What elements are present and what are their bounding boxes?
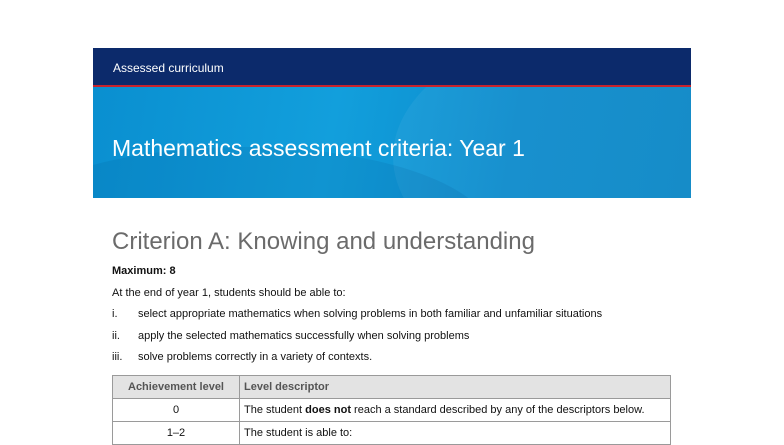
descriptor-text: The student is able to:	[244, 427, 353, 439]
table-header-row	[113, 376, 671, 399]
intro-text: At the end of year 1, students should be able to:	[112, 287, 346, 299]
objective-number: ii.	[112, 330, 120, 342]
section-label: Assessed curriculum	[113, 61, 224, 75]
criterion-heading: Criterion A: Knowing and understanding	[112, 228, 535, 255]
descriptor-cell	[240, 399, 671, 422]
descriptor-emphasis: does not	[305, 404, 351, 416]
achievement-table	[112, 375, 671, 445]
objective-number: iii.	[112, 351, 123, 363]
objective-text: solve problems correctly in a variety of contexts.	[138, 351, 373, 363]
column-header-descriptor: Level descriptor	[240, 376, 671, 399]
table-row	[113, 399, 671, 422]
table-row	[113, 422, 671, 445]
objective-number: i.	[112, 308, 118, 320]
column-header-level: Achievement level	[113, 376, 240, 399]
level-cell: 1–2	[113, 422, 240, 445]
descriptor-text: The student	[244, 404, 306, 416]
level-cell: 0	[113, 399, 240, 422]
descriptor-cell	[240, 422, 671, 445]
page-title: Mathematics assessment criteria: Year 1	[112, 135, 525, 161]
title-banner	[93, 87, 691, 198]
maximum-label: Maximum: 8	[112, 265, 176, 277]
objective-text: select appropriate mathematics when solving problems in both familiar and unfamiliar situations	[138, 308, 603, 320]
objective-text: apply the selected mathematics successfully when solving problems	[138, 330, 470, 342]
header-bar	[93, 48, 691, 86]
descriptor-text: reach a standard described by any of the descriptors below.	[351, 404, 645, 416]
